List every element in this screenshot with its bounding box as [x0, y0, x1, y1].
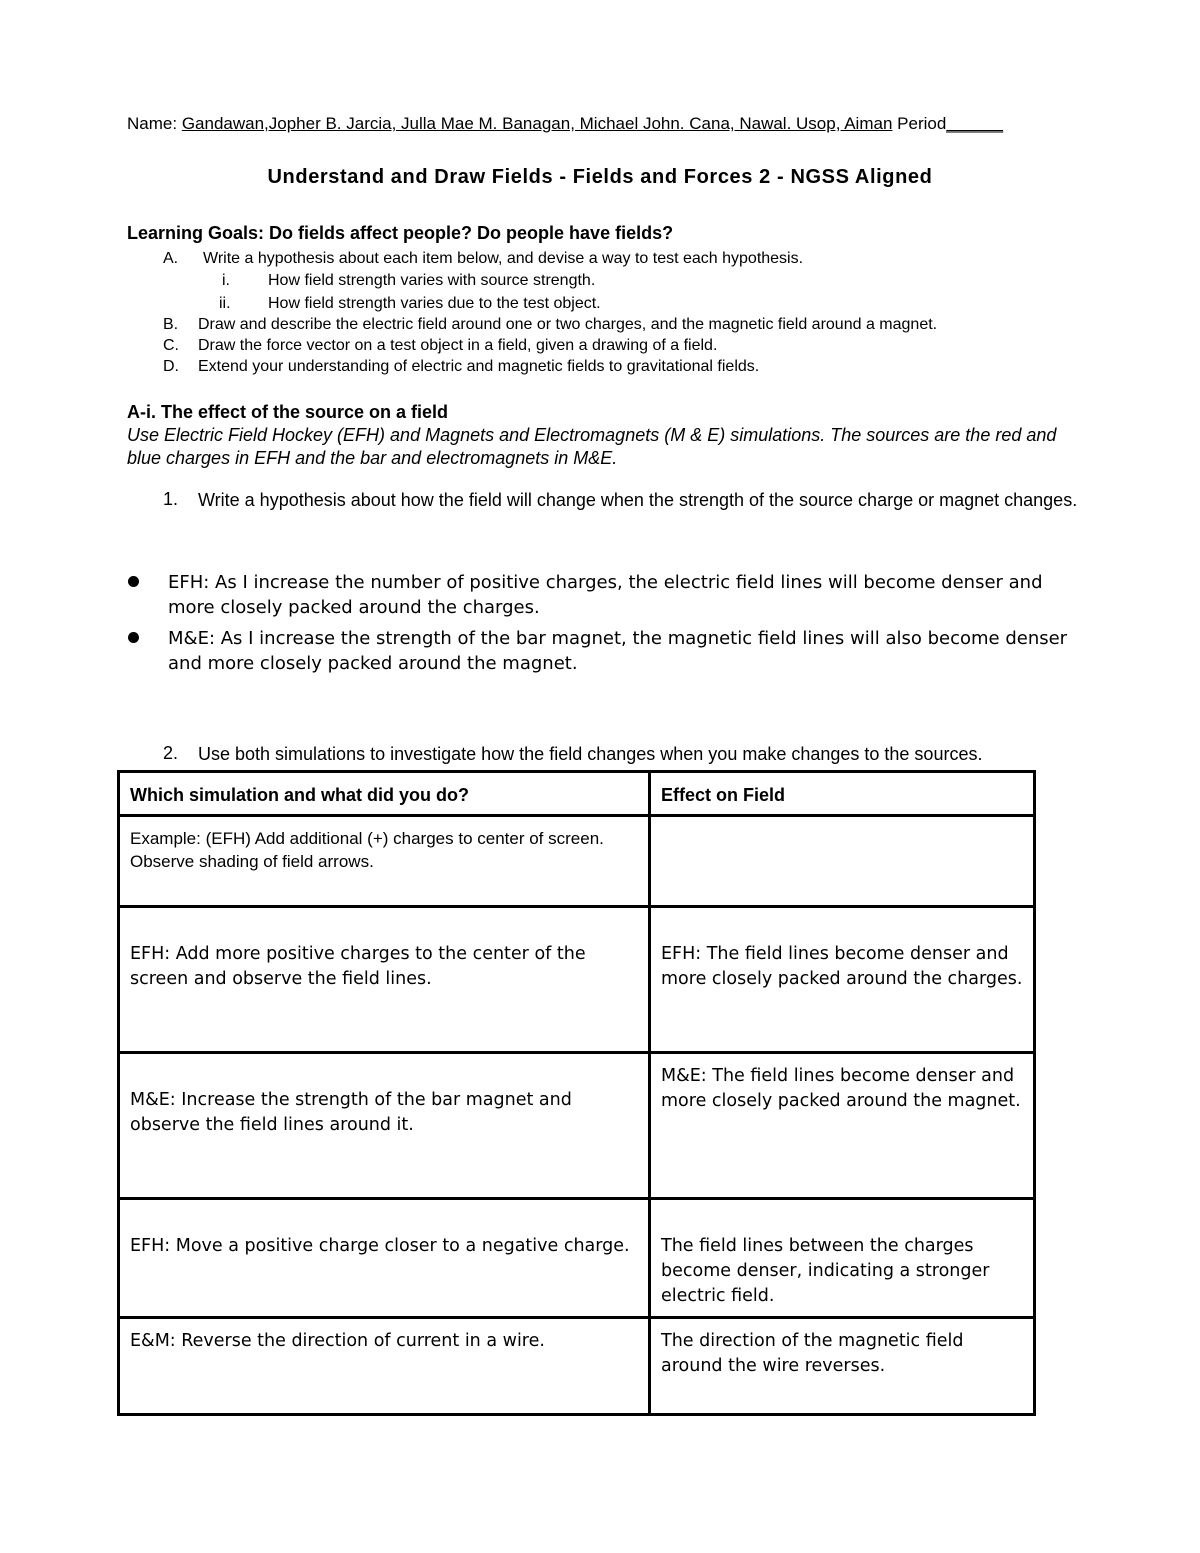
goal-item: Extend your understanding of electric and magnetic fields to gravitational fields. — [198, 358, 760, 375]
action-cell[interactable]: E&M: Reverse the direction of current in a wire. — [119, 1318, 650, 1415]
action-cell[interactable]: EFH: Move a positive charge closer to a negative charge. — [119, 1199, 650, 1318]
table-header-row — [119, 772, 1035, 816]
student-names: Gandawan,Jopher B. Jarcia, Julla Mae M. Banagan, Michael John. Cana, Nawal. Usop, Aiman — [181, 114, 893, 133]
goal-item: Write a hypothesis about each item below, and devise a way to test each hypothesis. — [203, 250, 804, 267]
table-row — [119, 816, 1035, 907]
goal-marker: i. — [222, 272, 230, 289]
goal-item: Draw the force vector on a test object in a field, given a drawing of a field. — [198, 337, 718, 354]
goal-marker: ii. — [219, 295, 231, 312]
results-table — [117, 770, 1036, 1416]
question-number: 2. — [163, 743, 179, 763]
action-cell[interactable]: Example: (EFH) Add additional (+) charges to center of screen. Observe shading of field arrows. — [119, 816, 650, 907]
hypothesis-bullet: EFH: As I increase the number of positive charges, the electric field lines will become denser and more closely packed around the charges. — [168, 572, 1043, 618]
goal-marker: B. — [163, 316, 179, 333]
effect-cell[interactable] — [650, 816, 1035, 907]
goal-marker: A. — [163, 250, 179, 267]
table-row — [119, 1199, 1035, 1318]
column-header-action: Which simulation and what did you do? — [119, 772, 650, 816]
effect-cell[interactable]: The field lines between the charges become denser, indicating a stronger electric field. — [650, 1199, 1035, 1318]
goal-marker: C. — [163, 337, 179, 354]
table-row — [119, 1318, 1035, 1415]
name-label: Name: — [127, 114, 178, 133]
section-intro: Use Electric Field Hockey (EFH) and Magnets and Electromagnets (M & E) simulations. The sources are the red and blue charges in EFH and the bar and electromagnets in M&E. — [127, 425, 1057, 468]
question-2: Use both simulations to investigate how the field changes when you make changes to the sources. — [198, 744, 983, 764]
effect-cell[interactable]: The direction of the magnetic field around the wire reverses. — [650, 1318, 1035, 1415]
question-number: 1. — [163, 489, 179, 509]
table-row — [119, 1053, 1035, 1199]
period-blank: ______ — [946, 114, 1004, 133]
learning-goals-heading: Learning Goals: Do fields affect people? Do people have fields? — [127, 223, 674, 243]
question-1: Write a hypothesis about how the field will change when the strength of the source charge or magnet changes. — [198, 490, 1078, 510]
column-header-effect: Effect on Field — [650, 772, 1035, 816]
name-line — [127, 114, 1003, 134]
bullet-icon — [128, 576, 139, 587]
goal-item: How field strength varies due to the test object. — [268, 295, 601, 312]
action-cell[interactable]: EFH: Add more positive charges to the center of the screen and observe the field lines. — [119, 907, 650, 1053]
period-label: Period — [897, 114, 947, 133]
action-cell[interactable]: M&E: Increase the strength of the bar magnet and observe the field lines around it. — [119, 1053, 650, 1199]
bullet-icon — [128, 632, 139, 643]
page-title: Understand and Draw Fields - Fields and Forces 2 - NGSS Aligned — [267, 166, 933, 188]
table-row — [119, 907, 1035, 1053]
hypothesis-bullet: M&E: As I increase the strength of the bar magnet, the magnetic field lines will also become denser and more closely packed around the magnet. — [168, 628, 1068, 674]
effect-cell[interactable]: M&E: The field lines become denser and more closely packed around the magnet. — [650, 1053, 1035, 1199]
goal-marker: D. — [163, 358, 179, 375]
goal-item: How field strength varies with source strength. — [268, 272, 596, 289]
section-heading: A-i. The effect of the source on a field — [127, 402, 449, 422]
goal-item: Draw and describe the electric field around one or two charges, and the magnetic field around a magnet. — [198, 316, 938, 333]
effect-cell[interactable]: EFH: The field lines become denser and more closely packed around the charges. — [650, 907, 1035, 1053]
